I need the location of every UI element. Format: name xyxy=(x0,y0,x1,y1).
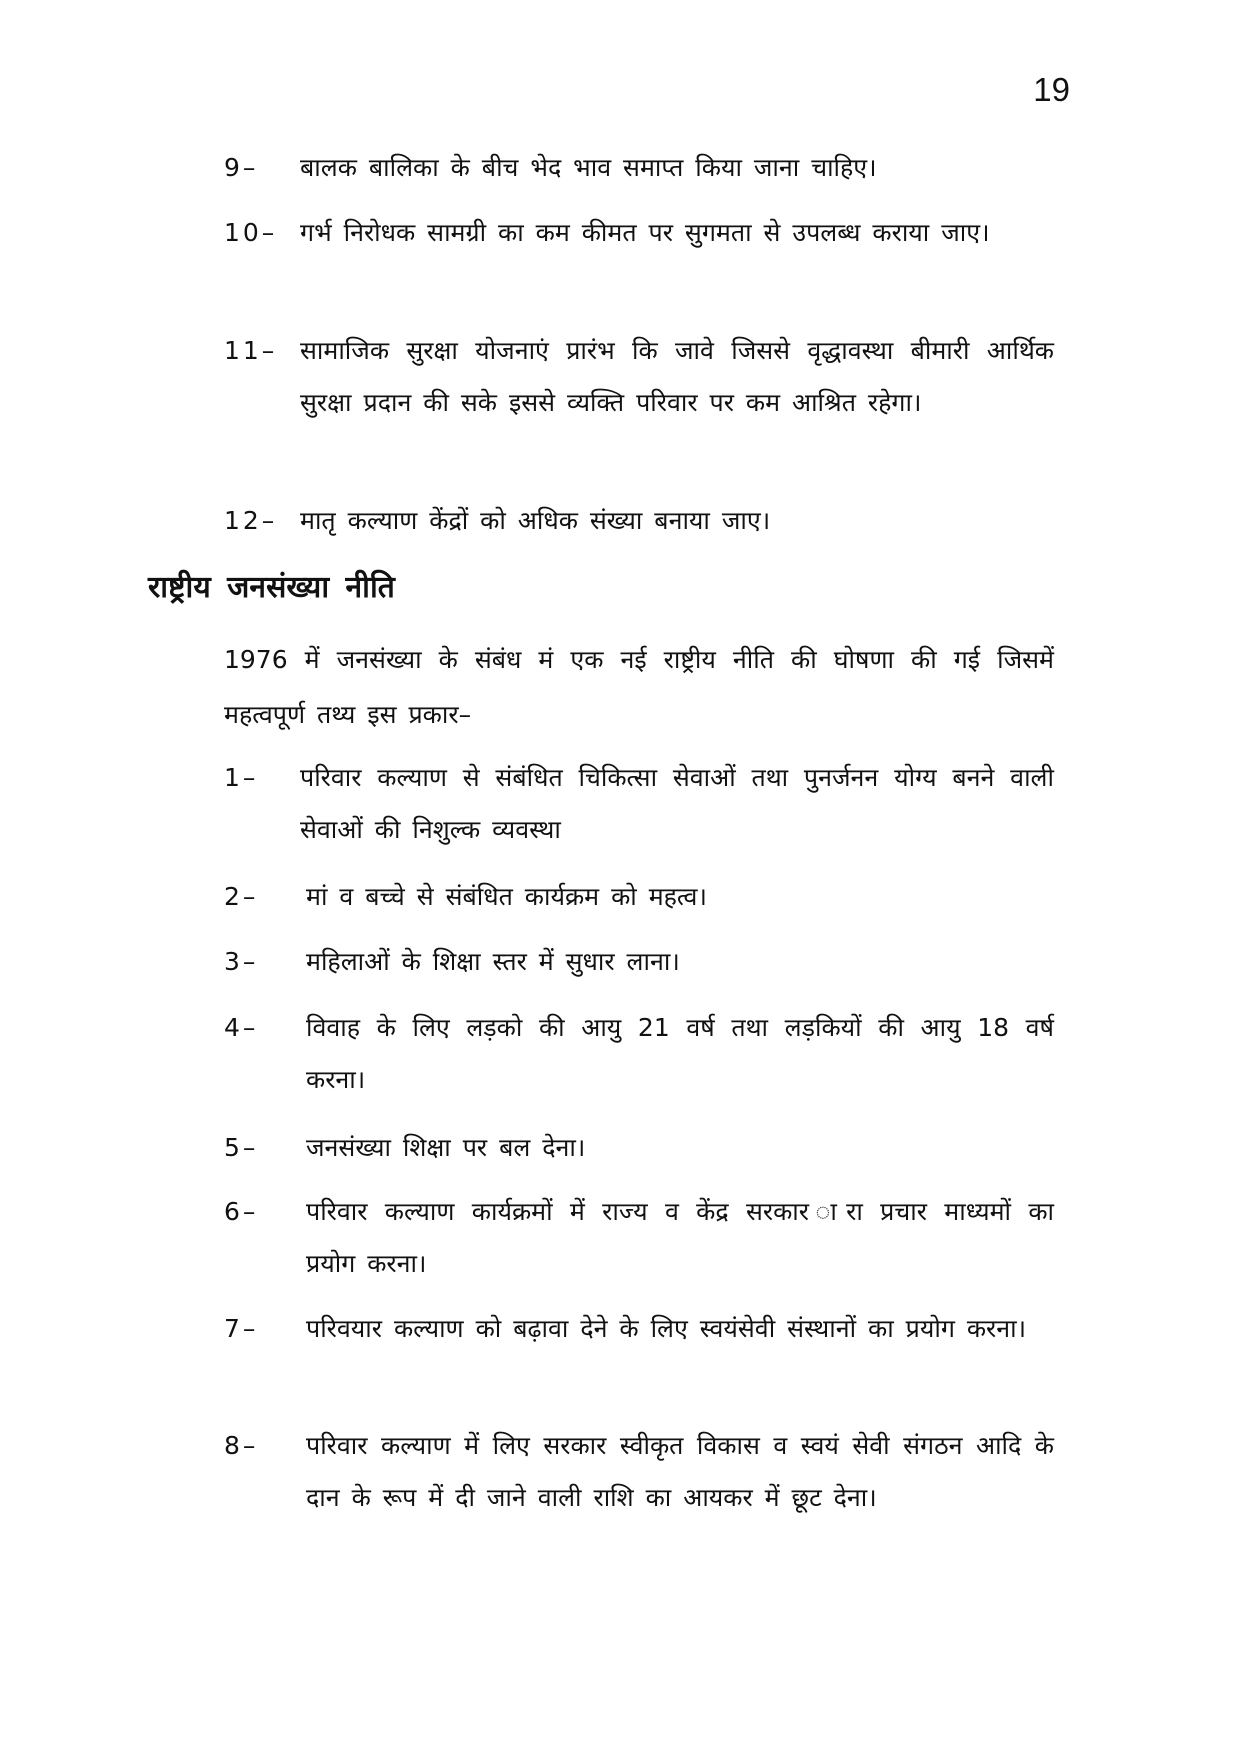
list-item xyxy=(224,1303,1054,1355)
item-text: गर्भ निरोधक सामग्री का कम कीमत पर सुगमता से उपलब्ध कराया जाए। xyxy=(300,218,990,247)
list-item xyxy=(224,752,1054,856)
item-number: 12– xyxy=(224,506,278,535)
item-text: सामाजिक सुरक्षा योजनाएं प्रारंभ कि जावे जिससे वृद्धावस्था बीमारी आर्थिक सुरक्षा प्रदान की सके इससे व्यक्ति परिवार पर कम आश्रित रहेगा। xyxy=(300,336,1054,417)
item-text: मां व बच्चे से संबंधित कार्यक्रम को महत्व। xyxy=(306,882,707,911)
list-item xyxy=(224,1186,1054,1290)
item-number: 7– xyxy=(224,1314,259,1343)
item-text: जनसंख्या शिक्षा पर बल देना। xyxy=(306,1133,586,1162)
item-number: 1– xyxy=(224,763,259,792)
list-item xyxy=(224,1420,1054,1524)
item-number: 8– xyxy=(224,1431,259,1460)
item-number: 10– xyxy=(224,218,278,247)
item-text: बालक बालिका के बीच भेद भाव समाप्त किया जाना चाहिए। xyxy=(300,153,877,182)
item-text: महिलाओं के शिक्षा स्तर में सुधार लाना। xyxy=(306,947,680,976)
list-item xyxy=(224,1002,1054,1106)
item-number: 4– xyxy=(224,1013,259,1042)
list-item xyxy=(224,142,1054,194)
list-item xyxy=(224,207,1054,259)
intro-paragraph: 1976 में जनसंख्या के संबंध मं एक नई राष्ट्रीय नीति की घोषणा की गई जिसमें महत्वपूर्ण तथ्य इस प्रकार– xyxy=(224,645,1054,729)
item-number: 6– xyxy=(224,1197,259,1226)
page-number: 19 xyxy=(1033,71,1070,108)
item-number: 3– xyxy=(224,947,259,976)
item-text: परिवयार कल्याण को बढ़ावा देने के लिए स्वयंसेवी संस्थानों का प्रयोग करना। xyxy=(306,1314,1027,1343)
item-number: 9– xyxy=(224,153,259,182)
item-text: परिवार कल्याण से संबंधित चिकित्सा सेवाओं तथा पुनर्जनन योग्य बनने वाली सेवाओं की निशुल्क व्यवस्था xyxy=(300,763,1054,844)
section-heading: राष्ट्रीय जनसंख्या नीति xyxy=(148,570,395,605)
list-item xyxy=(224,936,1054,988)
item-text: विवाह के लिए लड़को की आयु 21 वर्ष तथा लड़कियों की आयु 18 वर्ष करना। xyxy=(306,1013,1054,1094)
list-item xyxy=(224,325,1054,429)
item-text: परिवार कल्याण कार्यक्रमों में राज्य व केंद्र सरकार ारा प्रचार माध्यमों का प्रयोग करना। xyxy=(306,1197,1054,1278)
list-item xyxy=(224,871,1054,923)
item-number: 5– xyxy=(224,1133,259,1162)
list-item xyxy=(224,495,1054,547)
item-number: 11– xyxy=(224,336,278,365)
item-number: 2– xyxy=(224,882,259,911)
item-text: मातृ कल्याण केंद्रों को अधिक संख्या बनाया जाए। xyxy=(300,506,771,535)
list-item xyxy=(224,1122,1054,1174)
item-text: परिवार कल्याण में लिए सरकार स्वीकृत विकास व स्वयं सेवी संगठन आदि के दान के रूप में दी जाने वाली राशि का आयकर में छूट देना। xyxy=(306,1431,1054,1512)
